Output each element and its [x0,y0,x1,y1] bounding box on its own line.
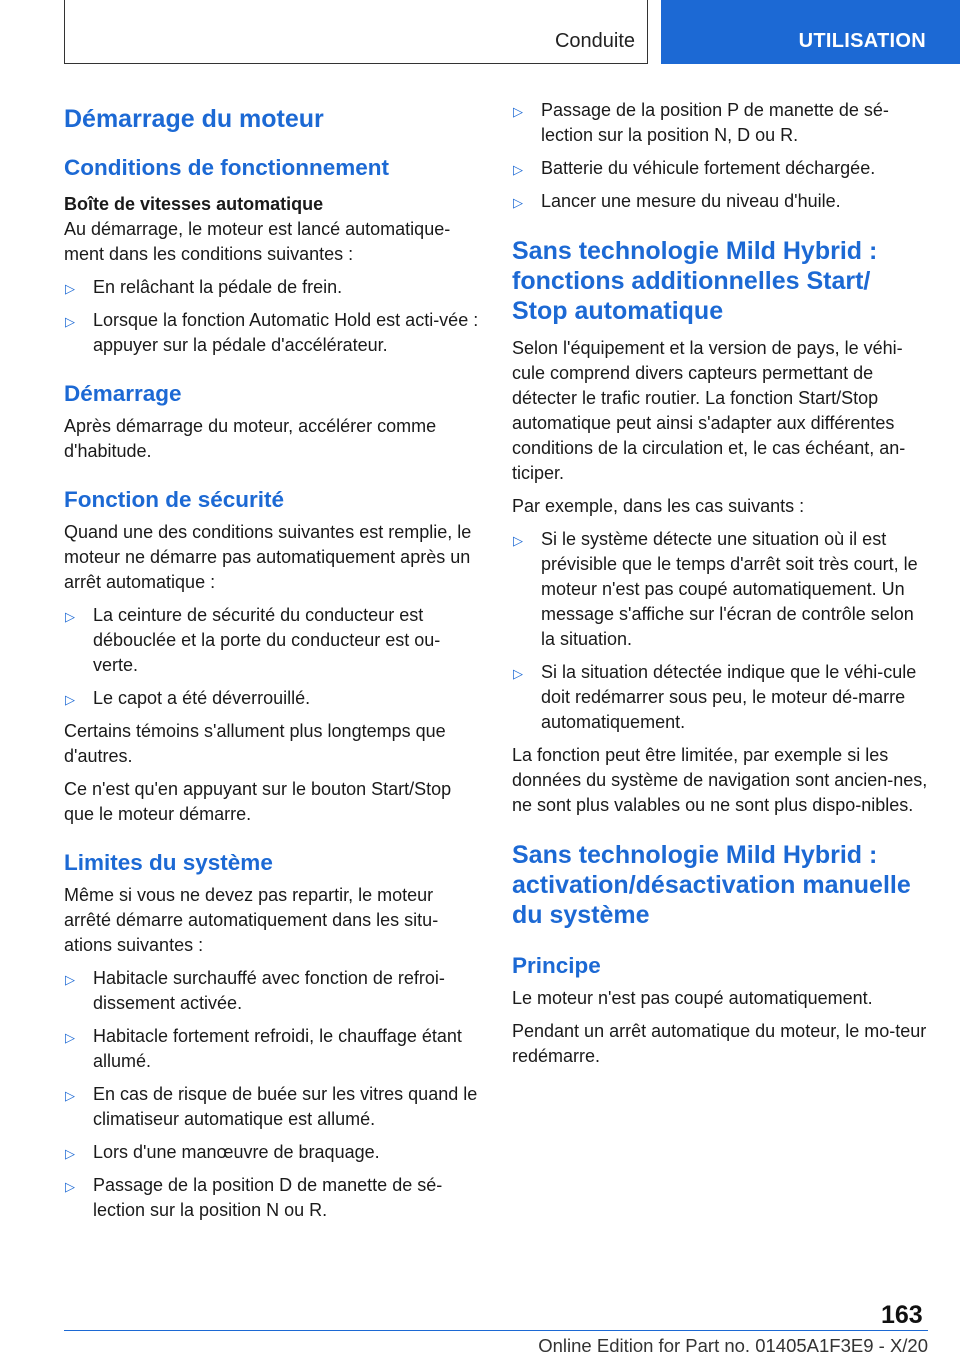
triangle-right-icon: ▷ [65,1088,75,1103]
bullet-list [512,527,928,735]
triangle-right-icon: ▷ [513,195,523,210]
paragraph: Le moteur n'est pas coupé automatiquement. [512,988,873,1008]
page-number: 163 [881,1301,923,1329]
triangle-right-icon: ▷ [513,162,523,177]
footer-edition: Online Edition for Part no. 01405A1F3E9 - X/20 [538,1335,928,1356]
paragraph: Ce n'est qu'en appuyant sur le bouton Start/Stop que le moteur démarre. [64,779,452,824]
list-item: ▷ Lorsque la fonction Automatic Hold est acti‐vée : appuyer sur la pédale d'accélérateur. [65,310,479,355]
triangle-right-icon: ▷ [65,972,75,987]
paragraph: La fonction peut être limitée, par exemple si les données du système de navigation sont ancien‐nes, ne sont plus valables ou ne sont plus dispo‐nibles. [512,745,928,815]
triangle-right-icon: ▷ [65,609,75,624]
right-column [512,98,928,1077]
triangle-right-icon: ▷ [513,666,523,681]
triangle-right-icon: ▷ [513,104,523,119]
section-heading-safety: Fonction de sécurité [64,487,285,512]
triangle-right-icon: ▷ [65,1030,75,1045]
bullet-list [64,275,480,358]
bullet-list [64,603,480,711]
paragraph: Au démarrage, le moteur est lancé automatique‐ment dans les conditions suivantes : [64,219,451,264]
list-item: ▷ Le capot a été déverrouillé. [64,686,480,711]
subheading-principle: Principe [512,953,601,978]
list-item: ▷ La ceinture de sécurité du conducteur est débouclée et la porte du conducteur est ou‐verte. [65,605,441,675]
list-item: ▷ Batterie du véhicule fortement déchargée. [512,156,928,181]
paragraph: Certains témoins s'allument plus longtemps que d'autres. [64,721,446,766]
list-item: ▷ Passage de la position P de manette de sé‐lection sur la position N, D ou R. [513,100,889,145]
triangle-right-icon: ▷ [65,314,75,329]
left-column [64,98,480,1231]
list-item: ▷ En cas de risque de buée sur les vitres quand le climatiseur automatique est allumé. [65,1084,478,1129]
paragraph: Pendant un arrêt automatique du moteur, le mo‐teur redémarre. [512,1021,927,1066]
bullet-list [512,98,928,214]
paragraph: Selon l'équipement et la version de pays, le véhi‐cule comprend divers capteurs permettant de détecter le trafic routier. La fonction Start/Stop automatique peut ainsi s'adapter aux différentes conditions de la circulation et, le cas échéant, an‐ticiper. [512,338,906,483]
list-item: ▷ Lancer une mesure du niveau d'huile. [512,189,928,214]
triangle-right-icon: ▷ [65,692,75,707]
bullet-list [64,966,480,1223]
section-heading-conditions: Conditions de fonctionnement [64,155,389,180]
list-item: ▷ Si le système détecte une situation où il est prévisible que le temps d'arrêt soit très court, le moteur n'est pas coupé automatiquement. Un message s'affiche sur l'écran de contrôle selon la situation. [513,529,918,649]
section-heading-startup: Démarrage [64,381,182,406]
list-item: ▷ Lors d'une manœuvre de braquage. [64,1140,480,1165]
paragraph: Même si vous ne devez pas repartir, le moteur arrêté démarre automatiquement dans les situ‐ations suivantes : [64,885,439,955]
header-tab-label: UTILISATION [798,30,926,52]
section-heading-start-stop-functions: Sans technologie Mild Hybrid : fonctions additionnelles Start/ Stop automatique [512,237,878,325]
page-title: Démarrage du moteur [64,105,324,133]
footer-divider [64,1330,928,1331]
header-section-title: Conduite [554,30,635,52]
section-heading-manual-activation: Sans technologie Mild Hybrid : activation/désactivation manuelle du système [512,841,911,929]
list-item: ▷ Habitacle surchauffé avec fonction de refroi‐dissement activée. [65,968,445,1013]
triangle-right-icon: ▷ [513,533,523,548]
section-heading-limits: Limites du système [64,850,273,875]
list-item: ▷ Si la situation détectée indique que le véhi‐cule doit redémarrer sous peu, le moteur dé‐marre automatiquement. [513,662,917,732]
header-frame [64,0,648,64]
paragraph: Après démarrage du moteur, accélérer comme d'habitude. [64,416,437,461]
paragraph: Par exemple, dans les cas suivants : [512,496,805,516]
triangle-right-icon: ▷ [65,281,75,296]
paragraph: Quand une des conditions suivantes est remplie, le moteur ne démarre pas automatiquement après un arrêt automatique : [64,522,472,592]
triangle-right-icon: ▷ [65,1146,75,1161]
header-chapter-tab [661,0,960,64]
triangle-right-icon: ▷ [65,1179,75,1194]
list-item: ▷ Habitacle fortement refroidi, le chauffage étant allumé. [65,1026,462,1071]
list-item: ▷ Passage de la position D de manette de sé‐lection sur la position N ou R. [65,1175,443,1220]
list-item: ▷ En relâchant la pédale de frein. [64,275,480,300]
subheading-automatic-gearbox: Boîte de vitesses automatique [64,194,324,214]
